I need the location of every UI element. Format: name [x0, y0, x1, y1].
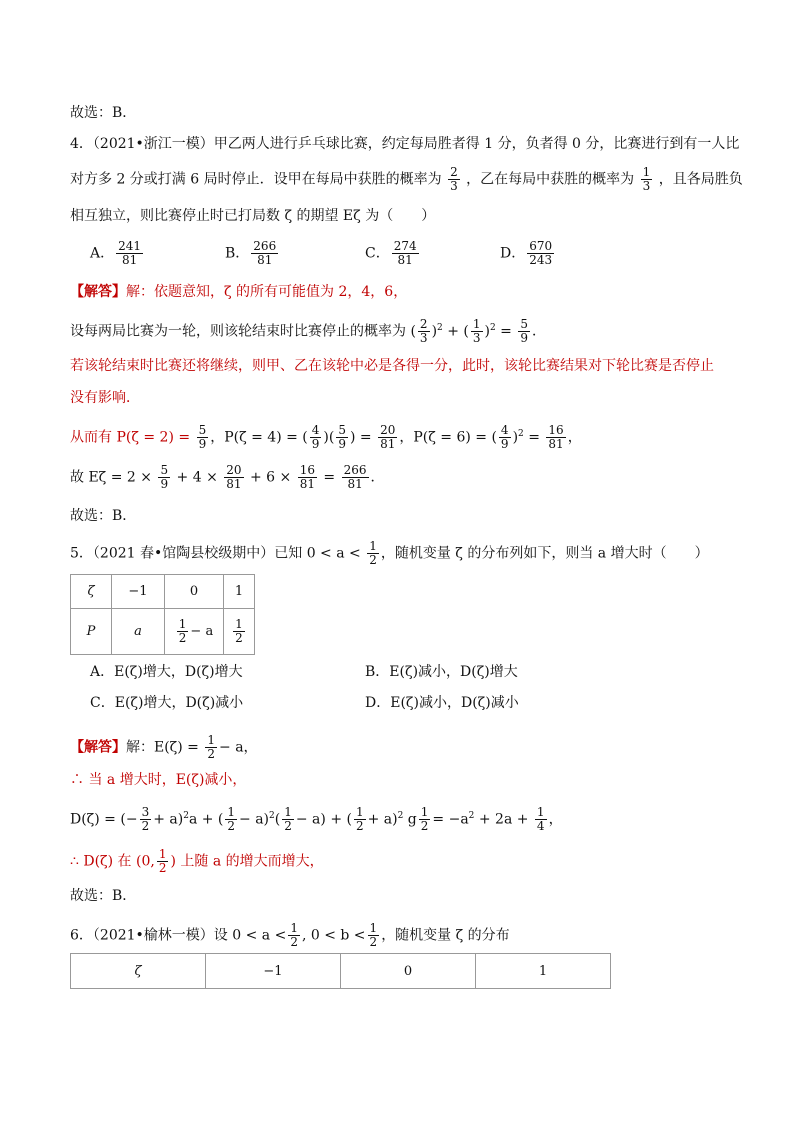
q5-solution-line1: 【解答】解：E(ζ) = $\frac{1}{2}$ − a，	[70, 733, 258, 761]
q4-solution-line4: 没有影响．	[70, 390, 140, 406]
q4-option-b: B． $\frac{266}{81}$	[225, 239, 277, 267]
q4-option-a: A． $\frac{241}{81}$	[90, 239, 142, 267]
q5-option-a: A．E(ζ)增大，D(ζ)增大	[90, 664, 243, 680]
q5-solution-line3: D(ζ) = (− $\frac{3}{2}$ + a)$^2$a + ( $\frac{1}{2}$ − a)$^2$( $\frac{1}{2}$ − a) + ( $\frac{1}{2}$ + a)$^2$ g $\frac{1}{2}$ = $-a^2 + 2a$ + $\frac{1}{4}$ ，	[70, 805, 563, 834]
q4-p-yi: $\frac{1}{3}$	[642, 165, 651, 193]
q4-solution-line6: 故 Eζ = 2 × $\frac{5}{9}$ + 4 × $\frac{20}{81}$ + 6 × $\frac{16}{81}$ = $\frac{266}{81}$ ．	[70, 463, 385, 491]
q6-line1: 6．（2021•榆林一模）设 0 < a < $\frac{1}{2}$ , 0 < b < $\frac{1}{2}$ ，随机变量 ζ 的分布	[70, 921, 510, 949]
q4-sol-tag: 【解答】	[70, 284, 126, 300]
q5-solution-line2: ∴ 当 a 增大时，E(ζ)减小，	[70, 772, 247, 788]
q5-answer: 故选：B．	[70, 888, 137, 904]
q4-line2a: 对方多 2 分或打满 6 局时停止．设甲在每局中获胜的概率为	[70, 171, 442, 188]
q5-line1: 5．（2021 春•馆陶县校级期中）已知 0 < a < $\frac{1}{2}$ ，随机变量 ζ 的分布列如下，则当 a 增大时（ ）	[70, 539, 709, 567]
q5-option-b: B．E(ζ)减小，D(ζ)增大	[365, 664, 518, 680]
q4-line2c: ，且各局胜负	[658, 171, 743, 188]
q4-solution-line2: 设每两局比赛为一轮，则该轮结束时比赛停止的概率为 ( $\frac{2}{3}$ )$^2$ + ( $\frac{1}{3}$ )$^2$ = $\frac{5}{9}$ ．	[70, 317, 546, 346]
q4-line2	[70, 166, 743, 193]
q4-option-c: C． $\frac{274}{81}$	[365, 239, 417, 267]
q5-option-d: D．E(ζ)减小，D(ζ)减小	[365, 695, 519, 711]
prev-answer: 故选：B．	[70, 105, 137, 121]
q4-solution-line5: 从而有 P(ζ = 2) = $\frac{5}{9}$ ，P(ζ = 4) = ( $\frac{4}{9}$ )( $\frac{5}{9}$ ) = $\frac{20}{81}$ ，P(ζ = 6) = ( $\frac{4}{9}$ )$^2$ = $\frac{16}{81}$ ，	[70, 423, 582, 452]
q4-line1: 4．（2021•浙江一模）甲乙两人进行乒乓球比赛，约定每局胜者得 1 分，负者得 0 分，比赛进行到有一人比	[70, 136, 740, 152]
q4-line2b: ，乙在每局中获胜的概率为	[466, 171, 635, 188]
q4-line3: 相互独立，则比赛停止时已打局数 ζ 的期望 Eζ 为（ ）	[70, 208, 436, 224]
q4-answer: 故选：B．	[70, 508, 137, 524]
q5-solution-line4: ∴ D(ζ) 在 (0, $\frac{1}{2}$ ) 上随 a 的增大而增大，	[70, 847, 324, 875]
q4-solution-line3: 若该轮结束时比赛还将继续，则甲、乙在该轮中必是各得一分，此时，该轮比赛结果对下轮比赛是否停止	[70, 358, 714, 374]
q4-solution-line1: 【解答】解：依题意知，ζ 的所有可能值为 2，4，6，	[70, 284, 408, 300]
q5-distribution-table: ζ −1 0 1 P a $\frac{1}{2}$ − a $\frac{1}{2}$	[70, 574, 255, 655]
q4-option-d: D． $\frac{670}{243}$	[500, 239, 553, 267]
q6-distribution-table: ζ −1 0 1	[70, 953, 611, 989]
q4-p-jia: $\frac{2}{3}$	[450, 165, 458, 193]
q5-option-c: C．E(ζ)增大，D(ζ)减小	[90, 695, 244, 711]
